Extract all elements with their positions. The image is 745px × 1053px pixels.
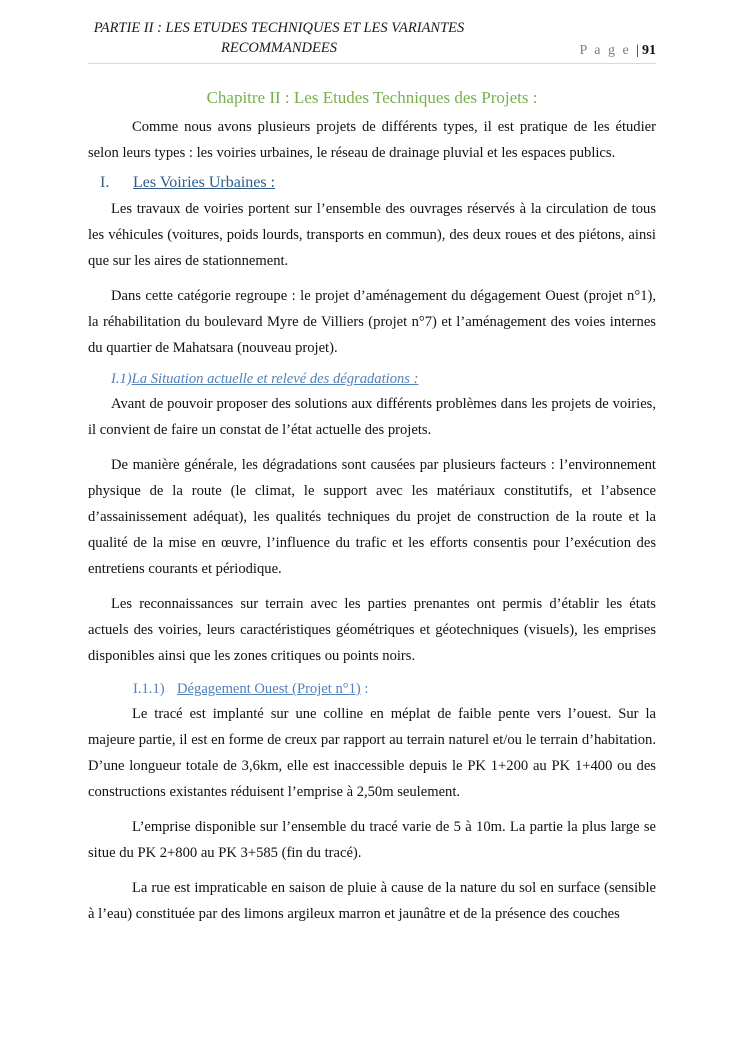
running-header-title xyxy=(40,18,518,58)
section-title: Les Voiries Urbaines : xyxy=(133,174,276,191)
section-paragraph-2: Dans cette catégorie regroupe : le projet d’aménagement du dégagement Ouest (projet n°1), la réhabilitation du boulevard Myre de Villiers (projet n°7) et l’aménagement des voies internes du quartier de Mahatsara (nouveau projet). xyxy=(88,288,656,356)
header-divider xyxy=(88,63,656,64)
page-number-block xyxy=(579,43,656,59)
subsection-heading xyxy=(111,367,656,391)
subsection-paragraph-3: Les reconnaissances sur terrain avec les parties prenantes ont permis d’établir les états actuels des voiries, leurs caractéristiques géométriques et géotechniques (visuels), les emprises disponibles ainsi que les zones critiques ou points noirs. xyxy=(88,596,656,664)
chapter-title: Chapitre II : Les Etudes Techniques des Projets : xyxy=(206,88,538,107)
running-header-line-1: PARTIE II : LES ETUDES TECHNIQUES ET LES VARIANTES xyxy=(93,20,465,36)
subsubsection-paragraph-2: L’emprise disponible sur l’ensemble du tracé varie de 5 à 10m. La partie la plus large se situe du PK 2+800 au PK 3+585 (fin du tracé). xyxy=(88,819,656,861)
subsubsection-colon: : xyxy=(360,681,369,697)
page-number: 91 xyxy=(642,43,656,58)
subsection-paragraph-1: Avant de pouvoir proposer des solutions aux différents problèmes dans les projets de voiries, il convient de faire un constat de l’état actuelle des projets. xyxy=(88,396,656,438)
subsubsection-paragraph-1: Le tracé est implanté sur une colline en méplat de faible pente vers l’ouest. Sur la majeure partie, il est en forme de creux par rapport au terrain naturel et/ou le terrain d’habitation. D’une longueur totale de 3,6km, elle est inaccessible depuis le PK 1+200 au PK 1+400 ou des constructions existantes réduisent l’emprise à 2,50m seulement. xyxy=(88,706,656,800)
subsection-number: I.1) xyxy=(111,371,132,387)
page-body xyxy=(88,86,656,927)
subsection-paragraph-2: De manière générale, les dégradations sont causées par plusieurs facteurs : l’environnement physique de la route (le climat, le support avec les matériaux constitutifs, et l’absence d’assainissement adéquat), les qualités techniques du projet de construction de la route et la qualité de la mise en œuvre, l’influence du trafic et les efforts consentis pour l’exécution des entretiens courants et périodique. xyxy=(88,457,656,577)
subsubsection-number: I.1.1) xyxy=(133,681,165,697)
intro-paragraph: Comme nous avons plusieurs projets de différents types, il est pratique de les étudier selon leurs types : les voiries urbaines, le réseau de drainage pluvial et les espaces publics. xyxy=(88,119,656,161)
page-label: P a g e xyxy=(579,43,631,58)
subsubsection-paragraph-3: La rue est impraticable en saison de pluie à cause de la nature du sol en surface (sensible à l’eau) constituée par des limons argileux marron et jaunâtre et de la présence des couches xyxy=(88,880,656,922)
running-header-line-2: RECOMMANDEES xyxy=(221,40,337,56)
section-paragraph-1: Les travaux de voiries portent sur l’ensemble des ouvrages réservés à la circulation de tous les véhicules (voitures, poids lourds, transports en commun), des deux roues et des piétons, ainsi que sur les aires de stationnement. xyxy=(88,201,656,269)
subsubsection-heading xyxy=(133,677,656,701)
page-separator: | xyxy=(636,43,639,58)
section-number: I. xyxy=(100,174,110,191)
subsection-title: La Situation actuelle et relevé des dégradations : xyxy=(131,371,419,387)
subsubsection-title: Dégagement Ouest (Projet n°1) xyxy=(177,681,361,697)
section-heading xyxy=(88,170,656,196)
